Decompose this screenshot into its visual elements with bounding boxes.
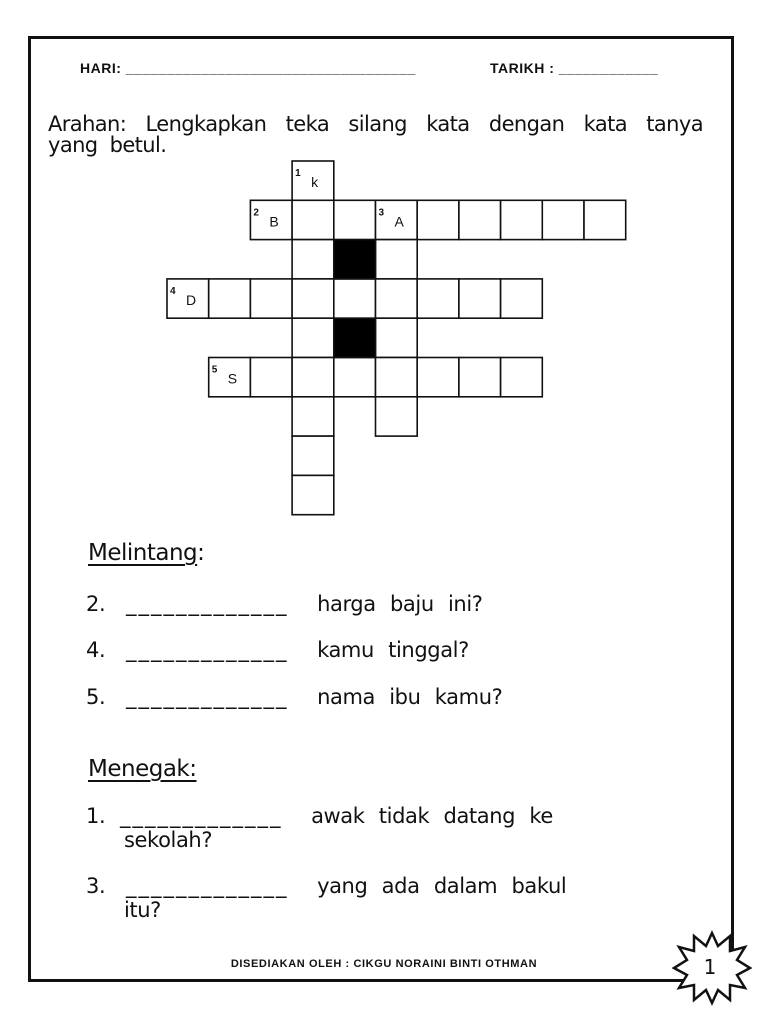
crossword-cell[interactable] <box>292 397 334 436</box>
menegak-title <box>88 756 196 782</box>
tarikh-field: TARIKH : ____________ <box>490 60 659 76</box>
crossword-cell[interactable] <box>501 358 543 397</box>
cell-clue-letter: D <box>186 291 197 308</box>
cell-clue-number: 1 <box>295 168 301 179</box>
crossword-cell[interactable] <box>584 200 626 239</box>
crossword-cell[interactable] <box>459 279 501 318</box>
clue-number: 2. <box>86 592 106 616</box>
clue-number: 1. <box>86 804 106 828</box>
clue-text: kamu tinggal? <box>317 638 469 662</box>
clue-number: 5. <box>86 685 106 709</box>
clue-text: yang ada dalam bakul <box>317 874 567 898</box>
crossword-cell[interactable] <box>292 358 334 397</box>
crossword-cell[interactable] <box>334 279 376 318</box>
clue-text: harga baju ini? <box>317 592 483 616</box>
crossword-cell[interactable] <box>292 475 334 514</box>
answer-blank: _____________ <box>126 638 289 662</box>
page-number: 1 <box>703 955 717 979</box>
menegak-title-text: Menegak: <box>88 756 197 782</box>
melintang-clue-5 <box>86 685 502 709</box>
clue-number: 4. <box>86 638 106 662</box>
crossword-cell[interactable] <box>459 358 501 397</box>
crossword-cell[interactable] <box>250 358 292 397</box>
answer-blank: _____________ <box>126 874 289 898</box>
crossword-cell[interactable] <box>501 200 543 239</box>
cell-clue-letter: S <box>227 370 238 387</box>
crossword-cell[interactable] <box>292 240 334 279</box>
melintang-clue-2 <box>86 592 483 616</box>
clue-number: 3. <box>86 874 106 898</box>
answer-blank: _____________ <box>126 685 289 709</box>
cell-clue-number: 2 <box>253 207 259 219</box>
crossword-cell[interactable] <box>334 358 376 397</box>
menegak-clue-3-cont: itu? <box>124 898 161 922</box>
cell-clue-number: 5 <box>211 364 218 376</box>
crossword-black-cell <box>334 240 376 279</box>
crossword-cell[interactable] <box>417 279 459 318</box>
crossword-cell[interactable] <box>417 358 459 397</box>
crossword-cell[interactable] <box>250 279 292 318</box>
hari-field: HARI: ___________________________________ <box>80 60 416 76</box>
melintang-clue-4 <box>86 638 469 662</box>
clue-text: awak tidak datang ke <box>311 804 553 828</box>
crossword-cell[interactable] <box>209 279 251 318</box>
crossword-cell[interactable] <box>417 200 459 239</box>
crossword-cell[interactable] <box>376 318 418 357</box>
cell-clue-letter: k <box>311 174 319 190</box>
menegak-clue-1 <box>86 804 553 828</box>
crossword-cell[interactable] <box>292 318 334 357</box>
clue-text: nama ibu kamu? <box>317 685 503 709</box>
cell-clue-letter: B <box>269 213 279 230</box>
menegak-clue-3 <box>86 874 566 898</box>
crossword-black-cell <box>334 318 376 357</box>
crossword-cell[interactable] <box>501 279 543 318</box>
crossword-cell[interactable] <box>292 436 334 475</box>
footer-credit: DISEDIAKAN OLEH : CIKGU NORAINI BINTI OTHMAN <box>230 958 538 970</box>
cell-clue-letter: A <box>394 213 404 230</box>
cell-clue-number: 4 <box>170 285 176 297</box>
melintang-title-text: Melintang <box>88 540 198 566</box>
crossword-cell[interactable] <box>542 200 584 239</box>
instruction-label: Arahan: Lengkapkan teka silang kata dengan kata tanya yang betul. <box>48 112 703 157</box>
crossword-cell[interactable] <box>376 397 418 436</box>
crossword-cell[interactable] <box>292 279 334 318</box>
crossword-cell[interactable] <box>376 240 418 279</box>
crossword-cell[interactable] <box>292 200 334 239</box>
crossword-cell[interactable] <box>376 279 418 318</box>
melintang-title: Melintang: <box>88 540 205 566</box>
crossword-cell[interactable] <box>334 200 376 239</box>
answer-blank: _____________ <box>126 592 289 616</box>
answer-blank: _____________ <box>120 804 283 828</box>
menegak-clue-1-cont: sekolah? <box>124 828 213 852</box>
crossword-cell[interactable] <box>376 358 418 397</box>
crossword-cell[interactable] <box>459 200 501 239</box>
cell-clue-number: 3 <box>378 207 385 219</box>
